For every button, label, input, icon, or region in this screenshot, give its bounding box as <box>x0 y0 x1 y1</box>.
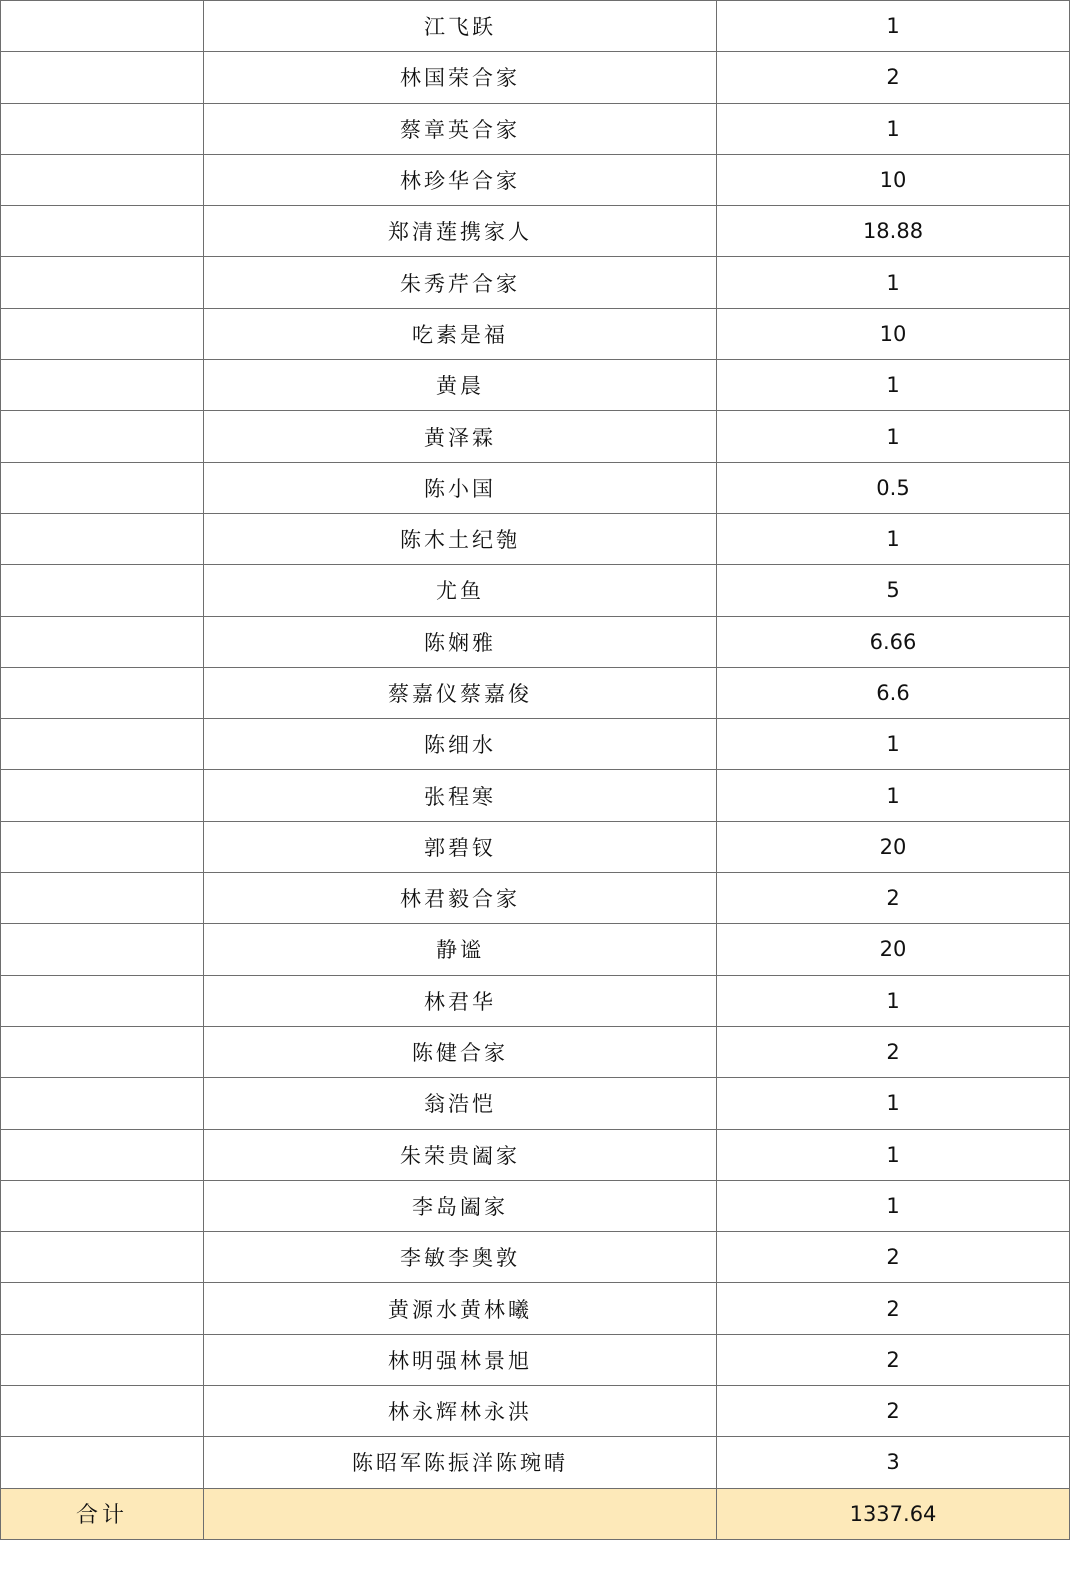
table-row <box>1 206 1070 257</box>
blank-cell <box>1 308 204 359</box>
blank-cell <box>1 1180 204 1231</box>
donor-name-cell: 林君华 <box>204 975 717 1026</box>
table-row <box>1 1437 1070 1488</box>
amount-cell: 6.6 <box>717 667 1070 718</box>
amount-cell: 2 <box>717 52 1070 103</box>
donor-name-cell: 林君毅合家 <box>204 873 717 924</box>
amount-cell: 6.66 <box>717 616 1070 667</box>
blank-cell <box>1 1026 204 1077</box>
blank-cell <box>1 206 204 257</box>
blank-cell <box>1 616 204 667</box>
blank-cell <box>1 103 204 154</box>
blank-cell <box>1 1129 204 1180</box>
donor-name-cell: 郑清莲携家人 <box>204 206 717 257</box>
table-row <box>1 821 1070 872</box>
amount-cell: 1 <box>717 1180 1070 1231</box>
table-row <box>1 667 1070 718</box>
blank-cell <box>1 1437 204 1488</box>
blank-cell <box>1 411 204 462</box>
table-row <box>1 1232 1070 1283</box>
table-row <box>1 360 1070 411</box>
amount-cell: 1 <box>717 975 1070 1026</box>
table-row <box>1 770 1070 821</box>
blank-cell <box>1 821 204 872</box>
table-row <box>1 975 1070 1026</box>
blank-cell <box>1 52 204 103</box>
table-row <box>1 411 1070 462</box>
blank-cell <box>1 1232 204 1283</box>
blank-cell <box>1 975 204 1026</box>
donor-name-cell: 陈娴雅 <box>204 616 717 667</box>
blank-cell <box>1 719 204 770</box>
blank-cell <box>1 257 204 308</box>
blank-cell <box>1 770 204 821</box>
blank-cell <box>1 873 204 924</box>
donor-name-cell: 张程寒 <box>204 770 717 821</box>
donor-name-cell: 江飞跃 <box>204 1 717 52</box>
amount-cell: 1 <box>717 257 1070 308</box>
total-label: 合计 <box>1 1488 204 1539</box>
amount-cell: 2 <box>717 873 1070 924</box>
donor-name-cell: 黄晨 <box>204 360 717 411</box>
donor-name-cell: 翁浩恺 <box>204 1078 717 1129</box>
donor-name-cell: 静谧 <box>204 924 717 975</box>
amount-cell: 10 <box>717 308 1070 359</box>
donor-name-cell: 林永辉林永洪 <box>204 1386 717 1437</box>
table-row <box>1 873 1070 924</box>
table-row <box>1 1334 1070 1385</box>
amount-cell: 1 <box>717 1129 1070 1180</box>
amount-cell: 1 <box>717 1 1070 52</box>
amount-cell: 5 <box>717 565 1070 616</box>
donor-name-cell: 林明强林景旭 <box>204 1334 717 1385</box>
amount-cell: 18.88 <box>717 206 1070 257</box>
table-row <box>1 1129 1070 1180</box>
donor-name-cell: 尤鱼 <box>204 565 717 616</box>
donor-name-cell: 朱秀芹合家 <box>204 257 717 308</box>
amount-cell: 3 <box>717 1437 1070 1488</box>
amount-cell: 1 <box>717 411 1070 462</box>
donor-name-cell: 李敏李奥敦 <box>204 1232 717 1283</box>
blank-cell <box>1 667 204 718</box>
amount-cell: 1 <box>717 1078 1070 1129</box>
table-row <box>1 154 1070 205</box>
donor-name-cell: 朱荣贵阖家 <box>204 1129 717 1180</box>
blank-cell <box>1 513 204 564</box>
table-row <box>1 462 1070 513</box>
blank-cell <box>1 924 204 975</box>
donor-name-cell: 李岛阖家 <box>204 1180 717 1231</box>
table-row <box>1 924 1070 975</box>
donor-name-cell: 陈昭军陈振洋陈琬晴 <box>204 1437 717 1488</box>
amount-cell: 20 <box>717 821 1070 872</box>
amount-cell: 20 <box>717 924 1070 975</box>
table-row <box>1 616 1070 667</box>
blank-cell <box>1 360 204 411</box>
donor-name-cell: 黄泽霖 <box>204 411 717 462</box>
amount-cell: 2 <box>717 1386 1070 1437</box>
donor-name-cell: 林珍华合家 <box>204 154 717 205</box>
donor-name-cell: 陈健合家 <box>204 1026 717 1077</box>
blank-cell <box>1 1 204 52</box>
blank-cell <box>1 462 204 513</box>
donor-name-cell: 黄源水黄林曦 <box>204 1283 717 1334</box>
blank-cell <box>1 1386 204 1437</box>
donor-name-cell: 蔡章英合家 <box>204 103 717 154</box>
donor-name-cell: 林国荣合家 <box>204 52 717 103</box>
donation-rows <box>1 1 1070 1540</box>
total-amount: 1337.64 <box>717 1488 1070 1539</box>
table-row <box>1 1386 1070 1437</box>
donor-name-cell: 吃素是福 <box>204 308 717 359</box>
amount-cell: 2 <box>717 1232 1070 1283</box>
blank-cell <box>1 565 204 616</box>
table-row <box>1 1078 1070 1129</box>
table-row <box>1 308 1070 359</box>
table-row <box>1 1026 1070 1077</box>
total-blank-cell <box>204 1488 717 1539</box>
table-row <box>1 513 1070 564</box>
amount-cell: 1 <box>717 719 1070 770</box>
amount-cell: 1 <box>717 103 1070 154</box>
donor-name-cell: 蔡嘉仪蔡嘉俊 <box>204 667 717 718</box>
donor-name-cell: 陈木土纪匏 <box>204 513 717 564</box>
table-row <box>1 103 1070 154</box>
blank-cell <box>1 1283 204 1334</box>
table-row <box>1 565 1070 616</box>
amount-cell: 1 <box>717 770 1070 821</box>
table-row <box>1 719 1070 770</box>
amount-cell: 10 <box>717 154 1070 205</box>
total-row <box>1 1488 1070 1539</box>
donor-name-cell: 陈细水 <box>204 719 717 770</box>
table-row <box>1 52 1070 103</box>
amount-cell: 0.5 <box>717 462 1070 513</box>
amount-cell: 1 <box>717 513 1070 564</box>
amount-cell: 1 <box>717 360 1070 411</box>
amount-cell: 2 <box>717 1334 1070 1385</box>
blank-cell <box>1 154 204 205</box>
donor-name-cell: 陈小国 <box>204 462 717 513</box>
table-row <box>1 1 1070 52</box>
blank-cell <box>1 1334 204 1385</box>
table-row <box>1 1283 1070 1334</box>
blank-cell <box>1 1078 204 1129</box>
donor-name-cell: 郭碧钗 <box>204 821 717 872</box>
amount-cell: 2 <box>717 1026 1070 1077</box>
table-row <box>1 1180 1070 1231</box>
amount-cell: 2 <box>717 1283 1070 1334</box>
table-row <box>1 257 1070 308</box>
